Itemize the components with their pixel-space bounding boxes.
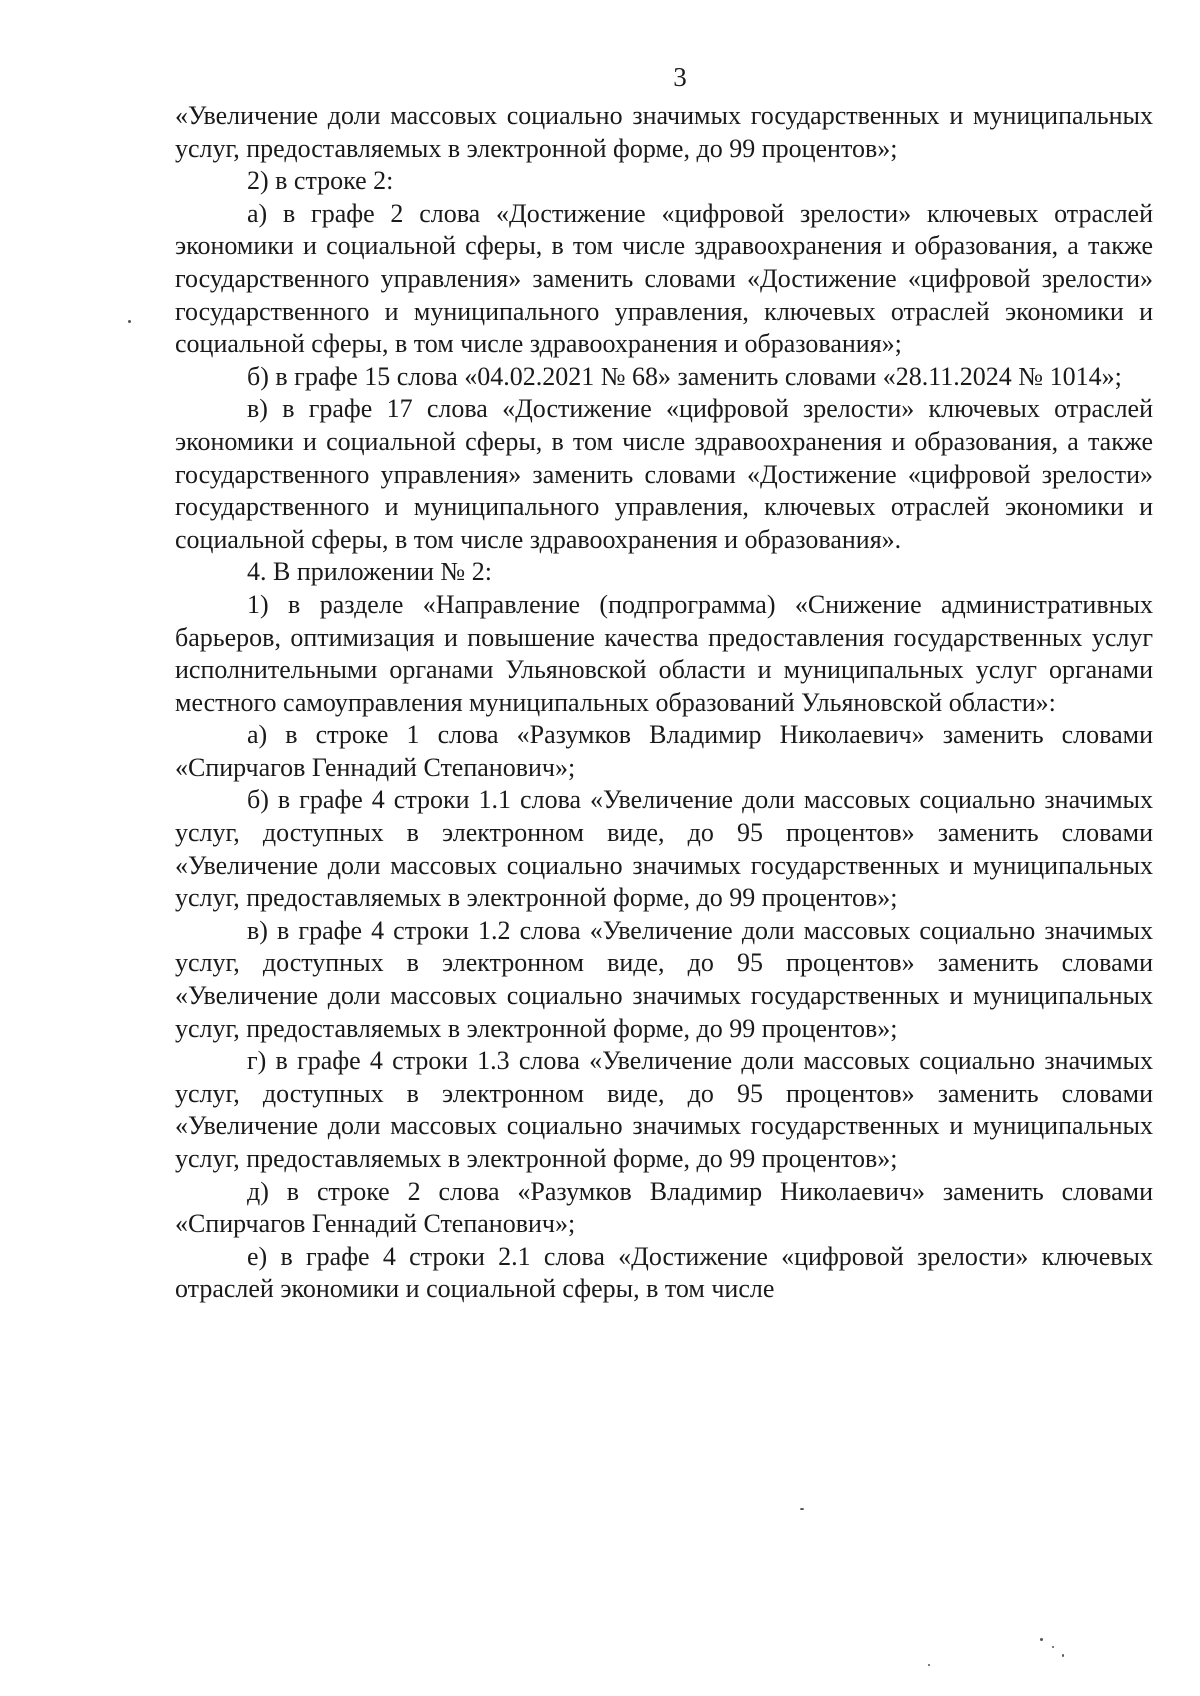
paragraph-item-1: 1) в разделе «Направление (подпрограмма) «Снижение административных барьеров, оптимизация и повышение качества предоставления государственных услуг исполнительными органами Ульяновской области и муниципальных услуг органами местного самоуправления муниципальных образований Ульяновской области»:: [175, 589, 1153, 717]
paragraph-item-b-2: б) в графе 4 строки 1.1 слова «Увеличение доли массовых социально значимых услуг, доступных в электронном виде, до 95 процентов» заменить словами «Увеличение доли массовых социально значимых государственных и муниципальных услуг, предоставляемых в электронной форме, до 99 процентов»;: [175, 785, 1153, 913]
paragraph-item-b: б) в графе 15 слова «04.02.2021 № 68» заменить словами «28.11.2024 № 1014»;: [247, 361, 1122, 391]
paragraph-item-v-2: в) в графе 4 строки 1.2 слова «Увеличение доли массовых социально значимых услуг, доступных в электронном виде, до 95 процентов» заменить словами «Увеличение доли массовых социально значимых государственных и муниципальных услуг, предоставляемых в электронной форме, до 99 процентов»;: [175, 915, 1153, 1043]
page-number: 3: [673, 62, 687, 92]
paragraph-item-d: д) в строке 2 слова «Разумков Владимир Николаевич» заменить словами «Спирчагов Геннадий Степанович»;: [175, 1176, 1153, 1239]
scan-speck: [928, 1664, 930, 1666]
paragraph-section-4: 4. В приложении № 2:: [247, 557, 492, 587]
paragraph-item-a: а) в графе 2 слова «Достижение «цифровой зрелости» ключевых отраслей экономики и социальной сферы, в том числе здравоохранения и образования, а также государственного управления» заменить словами «Достижение «цифровой зрелости» государственного и муниципального управления, ключевых отраслей экономики и социальной сферы, в том числе здравоохранения и образования»;: [175, 198, 1153, 359]
paragraph-item-g: г) в графе 4 строки 1.3 слова «Увеличение доли массовых социально значимых услуг, доступных в электронном виде, до 95 процентов» заменить словами «Увеличение доли массовых социально значимых государственных и муниципальных услуг, предоставляемых в электронной форме, до 99 процентов»;: [175, 1046, 1153, 1173]
paragraph-continuation: «Увеличение доли массовых социально значимых государственных и муниципальных услуг, предоставляемых в электронной форме, до 99 процентов»;: [175, 101, 1153, 163]
scan-speck: [128, 320, 131, 323]
paragraph-item-e: е) в графе 4 строки 2.1 слова «Достижение «цифровой зрелости» ключевых отраслей экономики и социальной сферы, в том числе: [175, 1241, 1153, 1304]
document-body: [175, 100, 1153, 1306]
scan-speck: [1040, 1638, 1043, 1641]
paragraph-item-row-2: 2) в строке 2:: [247, 166, 394, 196]
scan-speck: [1062, 1654, 1064, 1657]
paragraph-item-a-2: а) в строке 1 слова «Разумков Владимир Николаевич» заменить словами «Спирчагов Геннадий Степанович»;: [175, 720, 1153, 782]
scan-speck: [1052, 1646, 1054, 1648]
paragraph-item-v: в) в графе 17 слова «Достижение «цифровой зрелости» ключевых отраслей экономики и социальной сферы, в том числе здравоохранения и образования, а также государственного управления» заменить словами «Достижение «цифровой зрелости» государственного и муниципального управления, ключевых отраслей экономики и социальной сферы, в том числе здравоохранения и образования».: [175, 394, 1153, 554]
scan-speck: [800, 1508, 804, 1510]
